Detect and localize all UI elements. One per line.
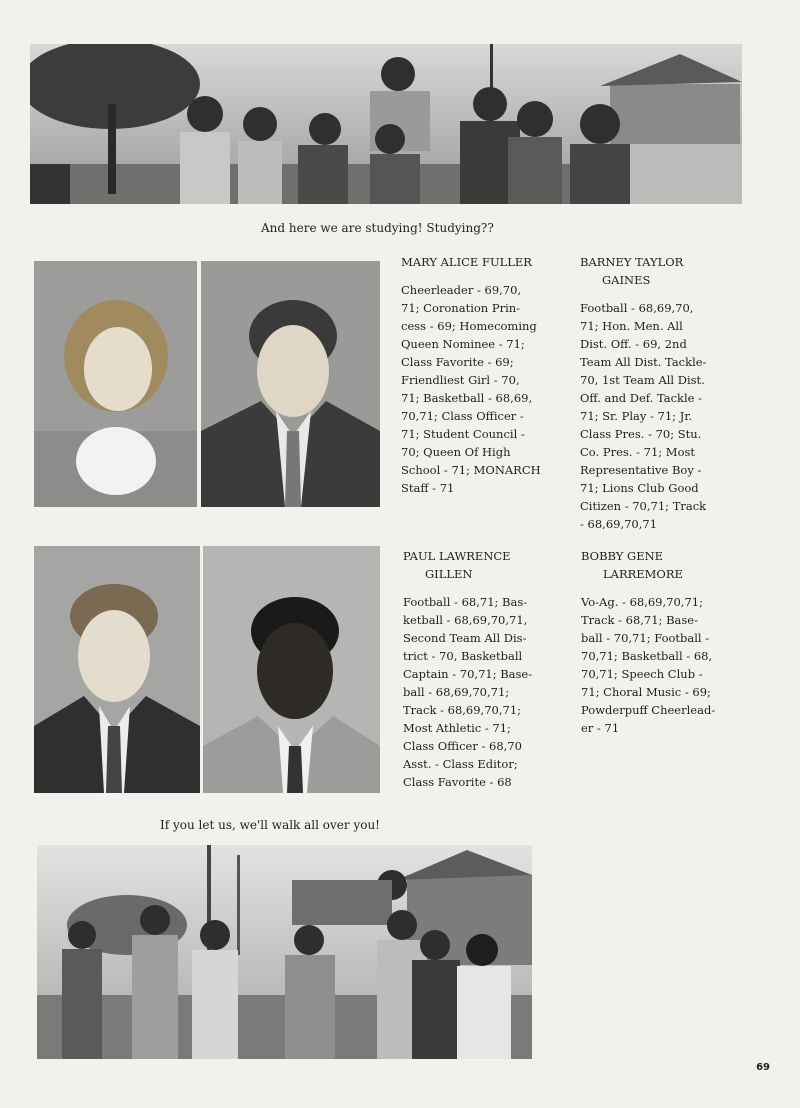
bio-line: Queen Nominee - 71; xyxy=(401,337,525,351)
bio-line: Football - 68,71; Bas- xyxy=(403,595,528,609)
bio-line: - 68,69,70,71 xyxy=(580,517,658,531)
bio-barney-taylor-gaines xyxy=(580,253,750,533)
bio-paul-lawrence-gillen xyxy=(403,547,568,791)
bio-bobby-gene-larremore xyxy=(581,547,751,737)
bio-line: 70; Queen Of High xyxy=(401,445,511,459)
bio-line: Vo-Ag. - 68,69,70,71; xyxy=(581,595,703,609)
bio-line: Class Favorite - 68 xyxy=(403,775,512,789)
bio-line: ball - 68,69,70,71; xyxy=(403,685,510,699)
bio-line: Representative Boy - xyxy=(580,463,702,477)
portrait-barney-taylor-gaines xyxy=(201,261,380,507)
bio-line: 70,71; Speech Club - xyxy=(581,667,703,681)
bio-name: MARY ALICE FULLER xyxy=(401,255,532,269)
bio-line: Asst. - Class Editor; xyxy=(403,757,518,771)
bio-line: Captain - 70,71; Base- xyxy=(403,667,533,681)
bio-name: BARNEY TAYLOR xyxy=(580,255,684,269)
bio-line: 71; Hon. Men. All xyxy=(580,319,683,333)
bottom-photo-caption: If you let us, we'll walk all over you! xyxy=(160,818,381,832)
bio-name: BOBBY GENE xyxy=(581,549,664,563)
bio-line: 71; Student Council - xyxy=(401,427,525,441)
bio-line: Class Officer - 68,70 xyxy=(403,739,522,753)
bio-line: er - 71 xyxy=(581,721,620,735)
bio-line: Most Athletic - 71; xyxy=(403,721,511,735)
bio-name-continued: GAINES xyxy=(602,273,651,287)
bio-line: ball - 70,71; Football - xyxy=(581,631,710,645)
bio-line: Powderpuff Cheerlead- xyxy=(581,703,716,717)
bio-mary-alice-fuller xyxy=(401,253,566,497)
top-photo-caption: And here we are studying! Studying?? xyxy=(261,221,494,235)
bio-line: 71; Sr. Play - 71; Jr. xyxy=(580,409,693,423)
portrait-bobby-gene-larremore xyxy=(203,546,380,793)
bio-line: 70,71; Class Officer - xyxy=(401,409,524,423)
portrait-paul-lawrence-gillen xyxy=(34,546,200,793)
bio-line: 71; Coronation Prin- xyxy=(401,301,521,315)
bio-name-continued: GILLEN xyxy=(425,567,473,581)
bio-line: trict - 70, Basketball xyxy=(403,649,523,663)
bio-line: 71; Choral Music - 69; xyxy=(581,685,711,699)
bio-line: Second Team All Dis- xyxy=(403,631,527,645)
bio-line: Co. Pres. - 71; Most xyxy=(580,445,696,459)
bio-line: Dist. Off. - 69, 2nd xyxy=(580,337,687,351)
bio-line: Citizen - 70,71; Track xyxy=(580,499,707,513)
bio-line: Track - 68,69,70,71; xyxy=(403,703,522,717)
bio-line: Off. and Def. Tackle - xyxy=(580,391,703,405)
bio-line: 71; Lions Club Good xyxy=(580,481,699,495)
bio-name: PAUL LAWRENCE xyxy=(403,549,511,563)
bio-line: cess - 69; Homecoming xyxy=(401,319,537,333)
group-photo-walk-over xyxy=(37,845,532,1059)
bio-line: 70, 1st Team All Dist. xyxy=(580,373,705,387)
group-photo-studying xyxy=(30,44,742,204)
bio-line: Track - 68,71; Base- xyxy=(581,613,698,627)
bio-line: Team All Dist. Tackle- xyxy=(580,355,707,369)
bio-name-continued: LARREMORE xyxy=(603,567,683,581)
bio-line: Class Pres. - 70; Stu. xyxy=(580,427,702,441)
page-number: 69 xyxy=(756,1062,770,1073)
bio-line: ketball - 68,69,70,71, xyxy=(403,613,528,627)
bio-line: Cheerleader - 69,70, xyxy=(401,283,522,297)
bio-line: Friendliest Girl - 70, xyxy=(401,373,520,387)
bio-line: 71; Basketball - 68,69, xyxy=(401,391,533,405)
bio-line: 70,71; Basketball - 68, xyxy=(581,649,713,663)
bio-line: Staff - 71 xyxy=(401,481,455,495)
bio-line: School - 71; MONARCH xyxy=(401,463,541,477)
portrait-mary-alice-fuller xyxy=(34,261,197,507)
bio-line: Football - 68,69,70, xyxy=(580,301,694,315)
bio-line: Class Favorite - 69; xyxy=(401,355,514,369)
